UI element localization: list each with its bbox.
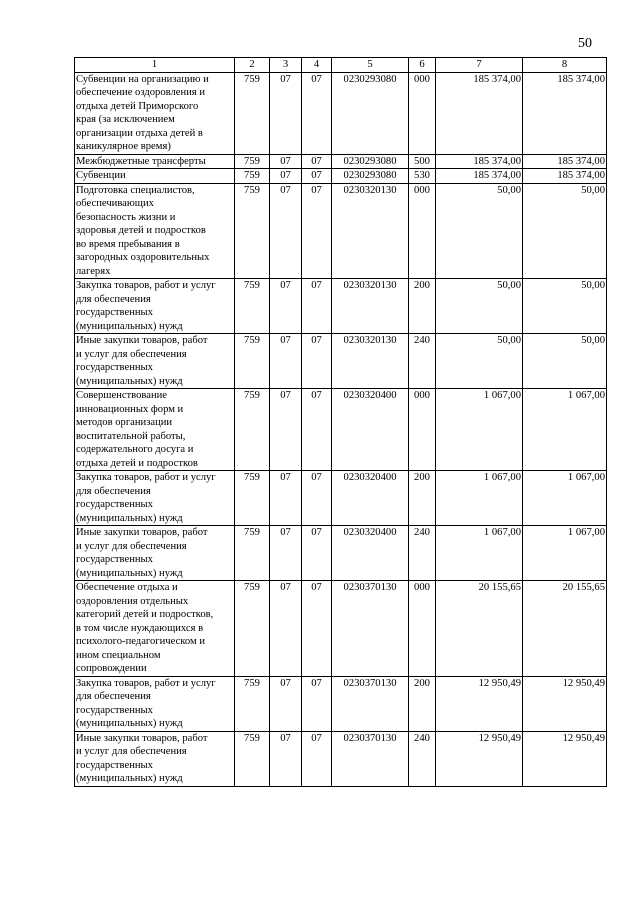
target-article-cell: 0230370130 — [332, 676, 409, 731]
row-name-line: психолого-педагогическом и — [76, 636, 206, 647]
page-number: 50 — [578, 36, 592, 51]
column-header-4: 4 — [302, 58, 332, 73]
section-code-cell: 07 — [270, 389, 302, 471]
section-code-cell: 07 — [270, 334, 302, 389]
target-article-cell: 0230320130 — [332, 279, 409, 334]
amount-col7-cell: 12 950,49 — [436, 731, 523, 786]
amount-col7-cell: 185 374,00 — [436, 72, 523, 154]
row-name-line: каникулярное время) — [76, 141, 171, 152]
target-article-cell: 0230293080 — [332, 154, 409, 169]
amount-col8-cell: 185 374,00 — [523, 72, 607, 154]
section-code-cell: 07 — [270, 154, 302, 169]
ministry-code-cell: 759 — [235, 72, 270, 154]
section-code-cell: 07 — [270, 72, 302, 154]
row-name-line: отдыха детей Приморского — [76, 100, 199, 112]
amount-col7-cell: 1 067,00 — [436, 471, 523, 526]
ministry-code-cell: 759 — [235, 279, 270, 334]
target-article-cell: 0230293080 — [332, 169, 409, 184]
amount-col8-cell: 50,00 — [523, 334, 607, 389]
row-name-line: Иные закупки товаров, работ — [76, 732, 208, 744]
amount-col8-cell: 20 155,65 — [523, 581, 607, 677]
row-name-line: методов организации — [76, 417, 173, 428]
row-name-cell — [75, 72, 235, 154]
ministry-code-cell: 759 — [235, 676, 270, 731]
row-name-line: государственных — [76, 704, 153, 716]
amount-col7-cell: 50,00 — [436, 279, 523, 334]
target-article-cell: 0230320130 — [332, 183, 409, 279]
expense-type-cell: 000 — [409, 389, 436, 471]
section-code-cell: 07 — [270, 581, 302, 677]
row-name-line: государственных — [76, 307, 153, 318]
amount-col8-cell: 185 374,00 — [523, 154, 607, 169]
row-name-line: (муниципальных) нужд — [76, 375, 183, 387]
ministry-code-cell: 759 — [235, 169, 270, 184]
subsection-code-cell: 07 — [302, 389, 332, 471]
amount-col8-cell: 1 067,00 — [523, 471, 607, 526]
target-article-cell: 0230370130 — [332, 731, 409, 786]
expense-type-cell: 240 — [409, 334, 436, 389]
expense-type-cell: 000 — [409, 581, 436, 677]
target-article-cell: 0230320400 — [332, 389, 409, 471]
row-name-line: во время пребывания в — [76, 238, 180, 250]
subsection-code-cell: 07 — [302, 279, 332, 334]
ministry-code-cell: 759 — [235, 389, 270, 471]
section-code-cell: 07 — [270, 471, 302, 526]
table-row — [75, 334, 607, 389]
row-name-line: и услуг для обеспечения — [76, 348, 187, 360]
ministry-code-cell: 759 — [235, 526, 270, 581]
amount-col7-cell: 50,00 — [436, 334, 523, 389]
row-name-line: Иные закупки товаров, работ — [76, 335, 208, 346]
table-row — [75, 72, 607, 154]
row-name-line: содержательного досуга и — [76, 444, 194, 455]
row-name-line: Обеспечение отдыха и — [76, 582, 178, 593]
row-name-line: Подготовка специалистов, — [76, 184, 195, 196]
row-name-line: ином специальном — [76, 649, 161, 661]
table-body — [75, 72, 607, 786]
amount-col8-cell: 50,00 — [523, 279, 607, 334]
expense-type-cell: 000 — [409, 183, 436, 279]
row-name-line: (муниципальных) нужд — [76, 773, 183, 784]
ministry-code-cell: 759 — [235, 334, 270, 389]
ministry-code-cell: 759 — [235, 183, 270, 279]
table-row — [75, 279, 607, 334]
amount-col8-cell: 1 067,00 — [523, 526, 607, 581]
expense-type-cell: 200 — [409, 676, 436, 731]
amount-col7-cell: 185 374,00 — [436, 169, 523, 184]
section-code-cell: 07 — [270, 526, 302, 581]
row-name-line: здоровья детей и подростков — [76, 225, 206, 236]
row-name-line: сопровождении — [76, 663, 147, 674]
row-name-line: и услуг для обеспечения — [76, 746, 187, 757]
column-header-3: 3 — [270, 58, 302, 73]
table-row — [75, 389, 607, 471]
expense-type-cell: 000 — [409, 72, 436, 154]
expense-type-cell: 530 — [409, 169, 436, 184]
ministry-code-cell: 759 — [235, 154, 270, 169]
amount-col7-cell: 20 155,65 — [436, 581, 523, 677]
table-row — [75, 526, 607, 581]
expense-type-cell: 200 — [409, 279, 436, 334]
amount-col8-cell: 12 950,49 — [523, 676, 607, 731]
row-name-cell — [75, 169, 235, 184]
row-name-line: обеспечение оздоровления и — [76, 87, 205, 98]
table-row — [75, 471, 607, 526]
table-row — [75, 731, 607, 786]
row-name-line: организации отдыха детей в — [76, 127, 203, 139]
row-name-line: Закупка товаров, работ и услуг — [76, 677, 216, 689]
row-name-cell — [75, 526, 235, 581]
row-name-cell — [75, 183, 235, 279]
row-name-cell — [75, 334, 235, 389]
subsection-code-cell: 07 — [302, 183, 332, 279]
target-article-cell: 0230320400 — [332, 526, 409, 581]
row-name-line: оздоровления отдельных — [76, 595, 189, 607]
amount-col7-cell: 1 067,00 — [436, 526, 523, 581]
column-header-5: 5 — [332, 58, 409, 73]
row-name-line: инновационных форм и — [76, 403, 184, 415]
target-article-cell: 0230320130 — [332, 334, 409, 389]
row-name-line: Иные закупки товаров, работ — [76, 527, 208, 538]
header-row — [75, 58, 607, 73]
ministry-code-cell: 759 — [235, 731, 270, 786]
table-row — [75, 154, 607, 169]
row-name-line: Межбюджетные трансферты — [76, 155, 206, 167]
expense-type-cell: 200 — [409, 471, 436, 526]
row-name-line: государственных — [76, 759, 153, 771]
subsection-code-cell: 07 — [302, 731, 332, 786]
subsection-code-cell: 07 — [302, 676, 332, 731]
row-name-cell — [75, 676, 235, 731]
row-name-line: (муниципальных) нужд — [76, 512, 183, 524]
table-row — [75, 676, 607, 731]
amount-col7-cell: 50,00 — [436, 183, 523, 279]
subsection-code-cell: 07 — [302, 169, 332, 184]
row-name-cell — [75, 389, 235, 471]
row-name-line: для обеспечения — [76, 485, 151, 497]
row-name-line: для обеспечения — [76, 293, 151, 305]
column-header-8: 8 — [523, 58, 607, 73]
row-name-line: (муниципальных) нужд — [76, 320, 183, 332]
column-header-1: 1 — [75, 58, 235, 73]
amount-col8-cell: 50,00 — [523, 183, 607, 279]
expense-type-cell: 240 — [409, 731, 436, 786]
column-header-7: 7 — [436, 58, 523, 73]
row-name-line: государственных — [76, 362, 153, 373]
amount-col8-cell: 12 950,49 — [523, 731, 607, 786]
subsection-code-cell: 07 — [302, 471, 332, 526]
row-name-line: для обеспечения — [76, 691, 151, 702]
row-name-line: загородных оздоровительных — [76, 252, 210, 263]
section-code-cell: 07 — [270, 731, 302, 786]
row-name-line: (муниципальных) нужд — [76, 718, 183, 729]
subsection-code-cell: 07 — [302, 72, 332, 154]
row-name-line: отдыха детей и подростков — [76, 457, 198, 469]
amount-col7-cell: 185 374,00 — [436, 154, 523, 169]
subsection-code-cell: 07 — [302, 334, 332, 389]
row-name-line: государственных — [76, 554, 153, 565]
row-name-line: в том числе нуждающихся в — [76, 622, 204, 634]
row-name-cell — [75, 154, 235, 169]
row-name-line: Закупка товаров, работ и услуг — [76, 280, 216, 291]
amount-col7-cell: 1 067,00 — [436, 389, 523, 471]
table-row — [75, 169, 607, 184]
section-code-cell: 07 — [270, 169, 302, 184]
expense-type-cell: 500 — [409, 154, 436, 169]
subsection-code-cell: 07 — [302, 526, 332, 581]
section-code-cell: 07 — [270, 183, 302, 279]
row-name-line: и услуг для обеспечения — [76, 540, 187, 552]
row-name-line: Совершенствование — [76, 390, 167, 401]
column-header-2: 2 — [235, 58, 270, 73]
row-name-line: края (за исключением — [76, 114, 175, 125]
amount-col8-cell: 1 067,00 — [523, 389, 607, 471]
column-header-6: 6 — [409, 58, 436, 73]
row-name-line: безопасность жизни и — [76, 211, 176, 223]
target-article-cell: 0230320400 — [332, 471, 409, 526]
row-name-line: (муниципальных) нужд — [76, 567, 183, 579]
row-name-line: Субвенции — [76, 170, 126, 181]
row-name-line: категорий детей и подростков, — [76, 609, 214, 620]
row-name-line: Закупка товаров, работ и услуг — [76, 472, 216, 483]
row-name-cell — [75, 731, 235, 786]
table-row — [75, 581, 607, 677]
table-row — [75, 183, 607, 279]
row-name-cell — [75, 279, 235, 334]
subsection-code-cell: 07 — [302, 154, 332, 169]
row-name-line: Субвенции на организацию и — [76, 73, 209, 85]
row-name-cell — [75, 471, 235, 526]
amount-col8-cell: 185 374,00 — [523, 169, 607, 184]
row-name-line: воспитательной работы, — [76, 430, 186, 442]
target-article-cell: 0230293080 — [332, 72, 409, 154]
amount-col7-cell: 12 950,49 — [436, 676, 523, 731]
row-name-cell — [75, 581, 235, 677]
budget-table — [74, 57, 607, 787]
row-name-line: обеспечивающих — [76, 198, 154, 209]
target-article-cell: 0230370130 — [332, 581, 409, 677]
section-code-cell: 07 — [270, 676, 302, 731]
subsection-code-cell: 07 — [302, 581, 332, 677]
row-name-line: лагерях — [76, 265, 111, 277]
row-name-line: государственных — [76, 499, 153, 510]
expense-type-cell: 240 — [409, 526, 436, 581]
section-code-cell: 07 — [270, 279, 302, 334]
ministry-code-cell: 759 — [235, 581, 270, 677]
ministry-code-cell: 759 — [235, 471, 270, 526]
